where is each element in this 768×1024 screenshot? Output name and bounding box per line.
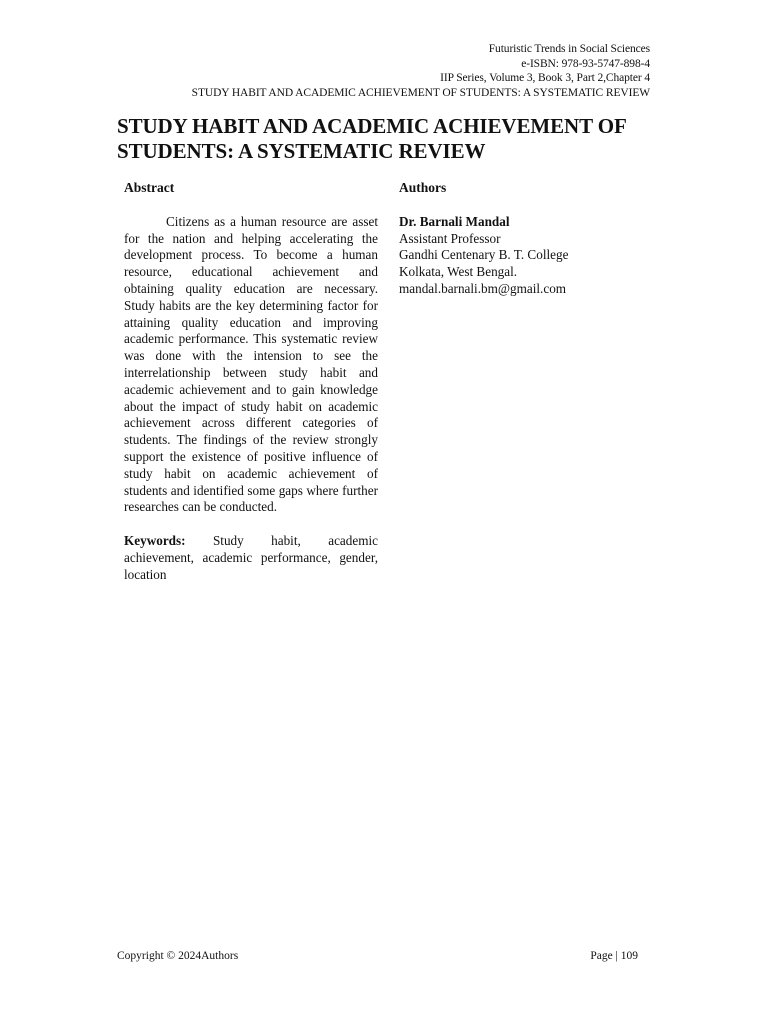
paper-title: STUDY HABIT AND ACADEMIC ACHIEVEMENT OF STUDENTS: A SYSTEMATIC REVIEW [117, 114, 626, 163]
authors-heading: Authors [399, 180, 447, 195]
keywords-text: Study habit, academic achievement, academic performance, gender, location [124, 533, 378, 582]
running-header [192, 42, 650, 100]
header-volume-info: IIP Series, Volume 3, Book 3, Part 2,Chapter 4 [440, 72, 650, 84]
keywords [124, 533, 378, 583]
author-location: Kolkata, West Bengal. [399, 264, 518, 280]
footer-copyright: Copyright © 2024Authors [117, 950, 239, 962]
header-chapter-title: STUDY HABIT AND ACADEMIC ACHIEVEMENT OF STUDENTS: A SYSTEMATIC REVIEW [191, 86, 650, 99]
header-series-title: Futuristic Trends in Social Sciences [488, 43, 650, 55]
abstract-column [124, 180, 378, 584]
abstract-text: Citizens as a human resource are asset for the nation and helping accelerating the development process. To become a human resource, educational achievement and obtaining quality education are necessary. Study habits are the key determining factor for attaining quality education and improving academic performance. This systematic review was done with the intension to see the interrelationship between study habit and academic achievement and to gain knowledge about the impact of study habit on academic achievement across different categories of students. The findings of the review strongly support the existence of positive influence of study habit on academic achievement of students and identified some gaps where further researches can be conducted. [124, 213, 378, 515]
footer-page-number: Page | 109 [590, 950, 638, 962]
author-position: Assistant Professor [399, 230, 501, 246]
author-institution: Gandhi Centenary B. T. College [399, 247, 569, 263]
author-name: Dr. Barnali Mandal [399, 213, 510, 229]
keywords-label: Keywords: [124, 533, 186, 549]
abstract-heading: Abstract [124, 180, 175, 195]
author-email[interactable]: mandal.barnali.bm@gmail.com [399, 280, 567, 296]
header-isbn: e-ISBN: 978-93-5747-898-4 [521, 57, 650, 70]
authors-column [399, 180, 659, 298]
